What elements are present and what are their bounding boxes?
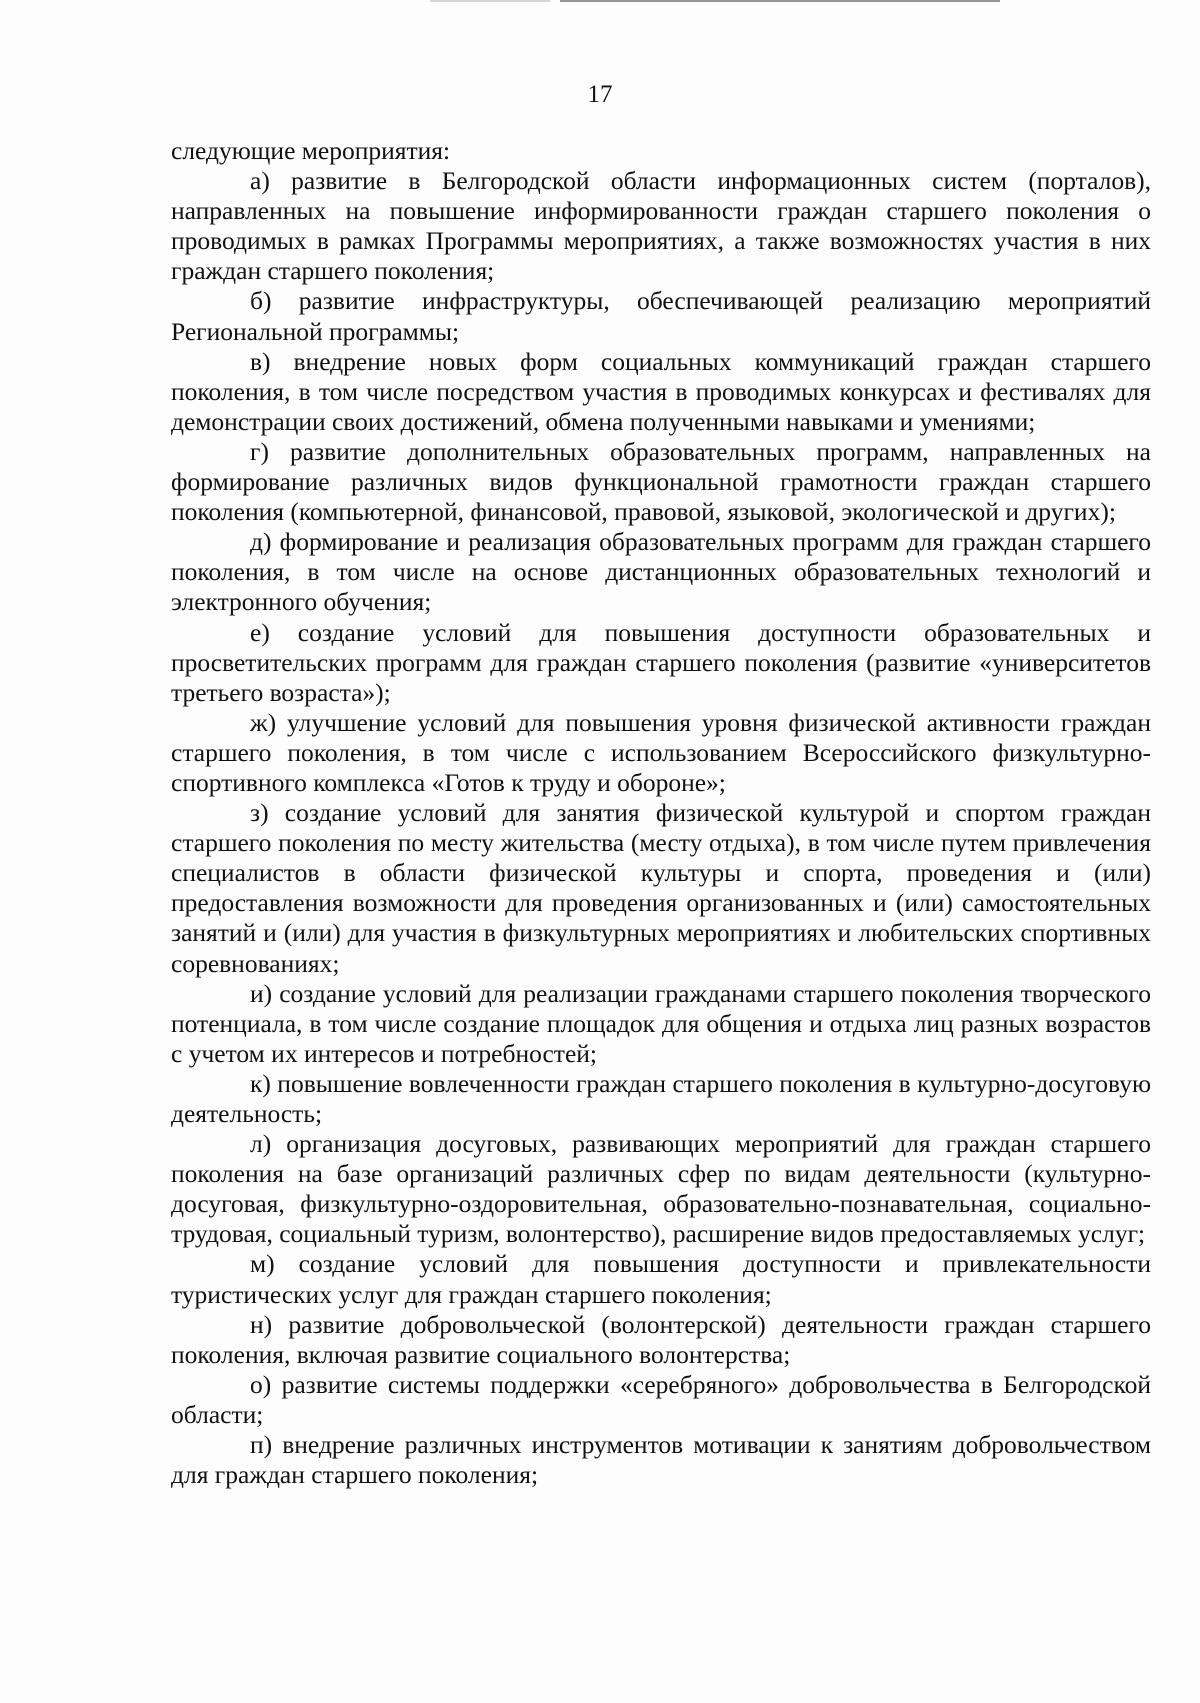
list-item-e: е) создание условий для повышения доступности образовательных и просветительских программ для граждан старшего поколения (развитие «университетов третьего возраста»);: [171, 617, 1151, 707]
list-item-a: а) развитие в Белгородской области информационных систем (порталов), направленных на повышение информированности граждан старшего поколения о проводимых в рамках Программы мероприятиях, а также возможностях участия в них граждан старшего поколения;: [171, 166, 1151, 286]
list-item-g: г) развитие дополнительных образовательных программ, направленных на формирование различных видов функциональной грамотности граждан старшего поколения (компьютерной, финансовой, правовой, языковой, экологической и других);: [171, 436, 1151, 527]
document-body: [171, 136, 1151, 1490]
list-item-l: л) организация досуговых, развивающих мероприятий для граждан старшего поколения на базе организаций различных сфер по видам деятельности (культурно-досуговая, физкультурно-оздоровительная, образовательно-познавательная, социально-трудовая, социальный туризм, волонтерство), расширение видов предоставляемых услуг;: [171, 1129, 1151, 1249]
intro-paragraph: следующие мероприятия:: [171, 136, 451, 165]
list-item-o: о) развитие системы поддержки «серебряного» добровольчества в Белгородской области;: [171, 1369, 1151, 1429]
list-item-v: в) внедрение новых форм социальных коммуникаций граждан старшего поколения, в том числе посредством участия в проводимых конкурсах и фестивалях для демонстрации своих достижений, обмена полученными навыками и умениями;: [171, 346, 1151, 436]
scan-edge-line: [560, 0, 1000, 2]
list-item-k: к) повышение вовлеченности граждан старшего поколения в культурно-досуговую деятельность;: [171, 1068, 1151, 1128]
list-item-d: д) формирование и реализация образовательных программ для граждан старшего поколения, в том числе на основе дистанционных образовательных технологий и электронного обучения;: [171, 527, 1151, 617]
page-number: 17: [587, 81, 613, 108]
list-item-n: н) развитие добровольческой (волонтерской) деятельности граждан старшего поколения, включая развитие социального волонтерства;: [171, 1309, 1151, 1369]
list-item-zh: ж) улучшение условий для повышения уровня физической активности граждан старшего поколения, в том числе с использованием Всероссийского физкультурно-спортивного комплекса «Готов к труду и обороне»;: [171, 707, 1151, 797]
list-item-b: б) развитие инфраструктуры, обеспечивающей реализацию мероприятий Региональной программы;: [171, 286, 1151, 346]
list-item-p: п) внедрение различных инструментов мотивации к занятиям добровольчеством для граждан старшего поколения;: [171, 1430, 1151, 1490]
scan-edge-line: [430, 0, 550, 2]
list-item-i: и) создание условий для реализации гражданами старшего поколения творческого потенциала, в том числе создание площадок для общения и отдыха лиц разных возрастов с учетом их интересов и потребностей;: [171, 978, 1151, 1068]
list-item-z: з) создание условий для занятия физической культурой и спортом граждан старшего поколения по месту жительства (месту отдыха), в том числе путем привлечения специалистов в области физической культуры и спорта, проведения и (или) предоставления возможности для проведения организованных и (или) самостоятельных занятий и (или) для участия в физкультурных мероприятиях и любительских спортивных соревнованиях;: [171, 798, 1151, 978]
list-item-m: м) создание условий для повышения доступности и привлекательности туристических услуг для граждан старшего поколения;: [171, 1249, 1151, 1309]
